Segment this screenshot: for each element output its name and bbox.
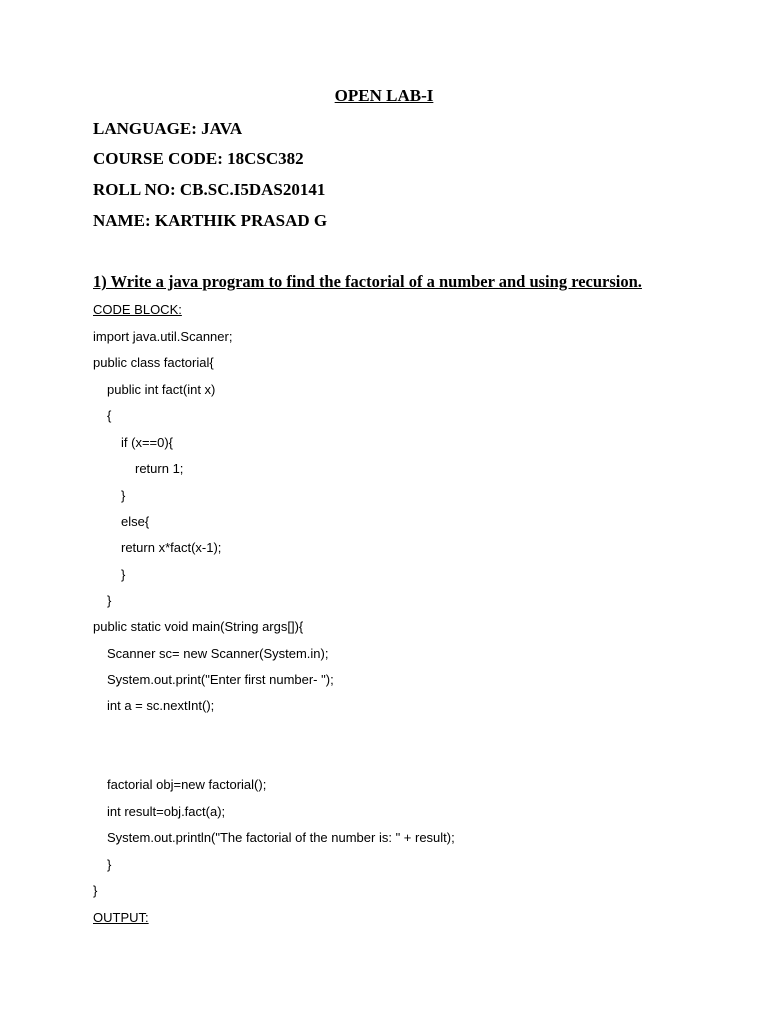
output-label: OUTPUT: bbox=[93, 910, 149, 925]
code-line: return x*fact(x-1); bbox=[121, 540, 222, 555]
code-line: import java.util.Scanner; bbox=[93, 329, 233, 344]
code-line: } bbox=[107, 857, 112, 872]
question-heading: 1) Write a java program to find the factorial of a number and using recursion. bbox=[93, 272, 642, 291]
code-line: public static void main(String args[]){ bbox=[93, 619, 304, 634]
roll-no-line: ROLL NO: CB.SC.I5DAS20141 bbox=[93, 180, 326, 199]
code-line: } bbox=[121, 567, 126, 582]
code-line: System.out.print("Enter first number- "); bbox=[107, 672, 334, 687]
code-line: } bbox=[93, 883, 98, 898]
code-line: } bbox=[107, 593, 112, 608]
language-line: LANGUAGE: JAVA bbox=[93, 119, 243, 138]
code-line: public class factorial{ bbox=[93, 355, 214, 370]
code-line: return 1; bbox=[135, 461, 184, 476]
code-line: public int fact(int x) bbox=[107, 382, 216, 397]
code-line: } bbox=[121, 488, 126, 503]
code-block-label: CODE BLOCK: bbox=[93, 302, 182, 317]
code-line: int a = sc.nextInt(); bbox=[107, 698, 215, 713]
code-line: if (x==0){ bbox=[121, 435, 174, 450]
code-line: System.out.println("The factorial of the number is: " + result); bbox=[107, 830, 455, 845]
page-title: OPEN LAB-I bbox=[334, 86, 434, 105]
course-code-line: COURSE CODE: 18CSC382 bbox=[93, 149, 304, 168]
code-line: Scanner sc= new Scanner(System.in); bbox=[107, 646, 329, 661]
code-line: else{ bbox=[121, 514, 150, 529]
code-line: factorial obj=new factorial(); bbox=[107, 777, 267, 792]
code-line: { bbox=[107, 408, 112, 423]
code-line: int result=obj.fact(a); bbox=[107, 804, 226, 819]
name-line: NAME: KARTHIK PRASAD G bbox=[93, 211, 328, 230]
